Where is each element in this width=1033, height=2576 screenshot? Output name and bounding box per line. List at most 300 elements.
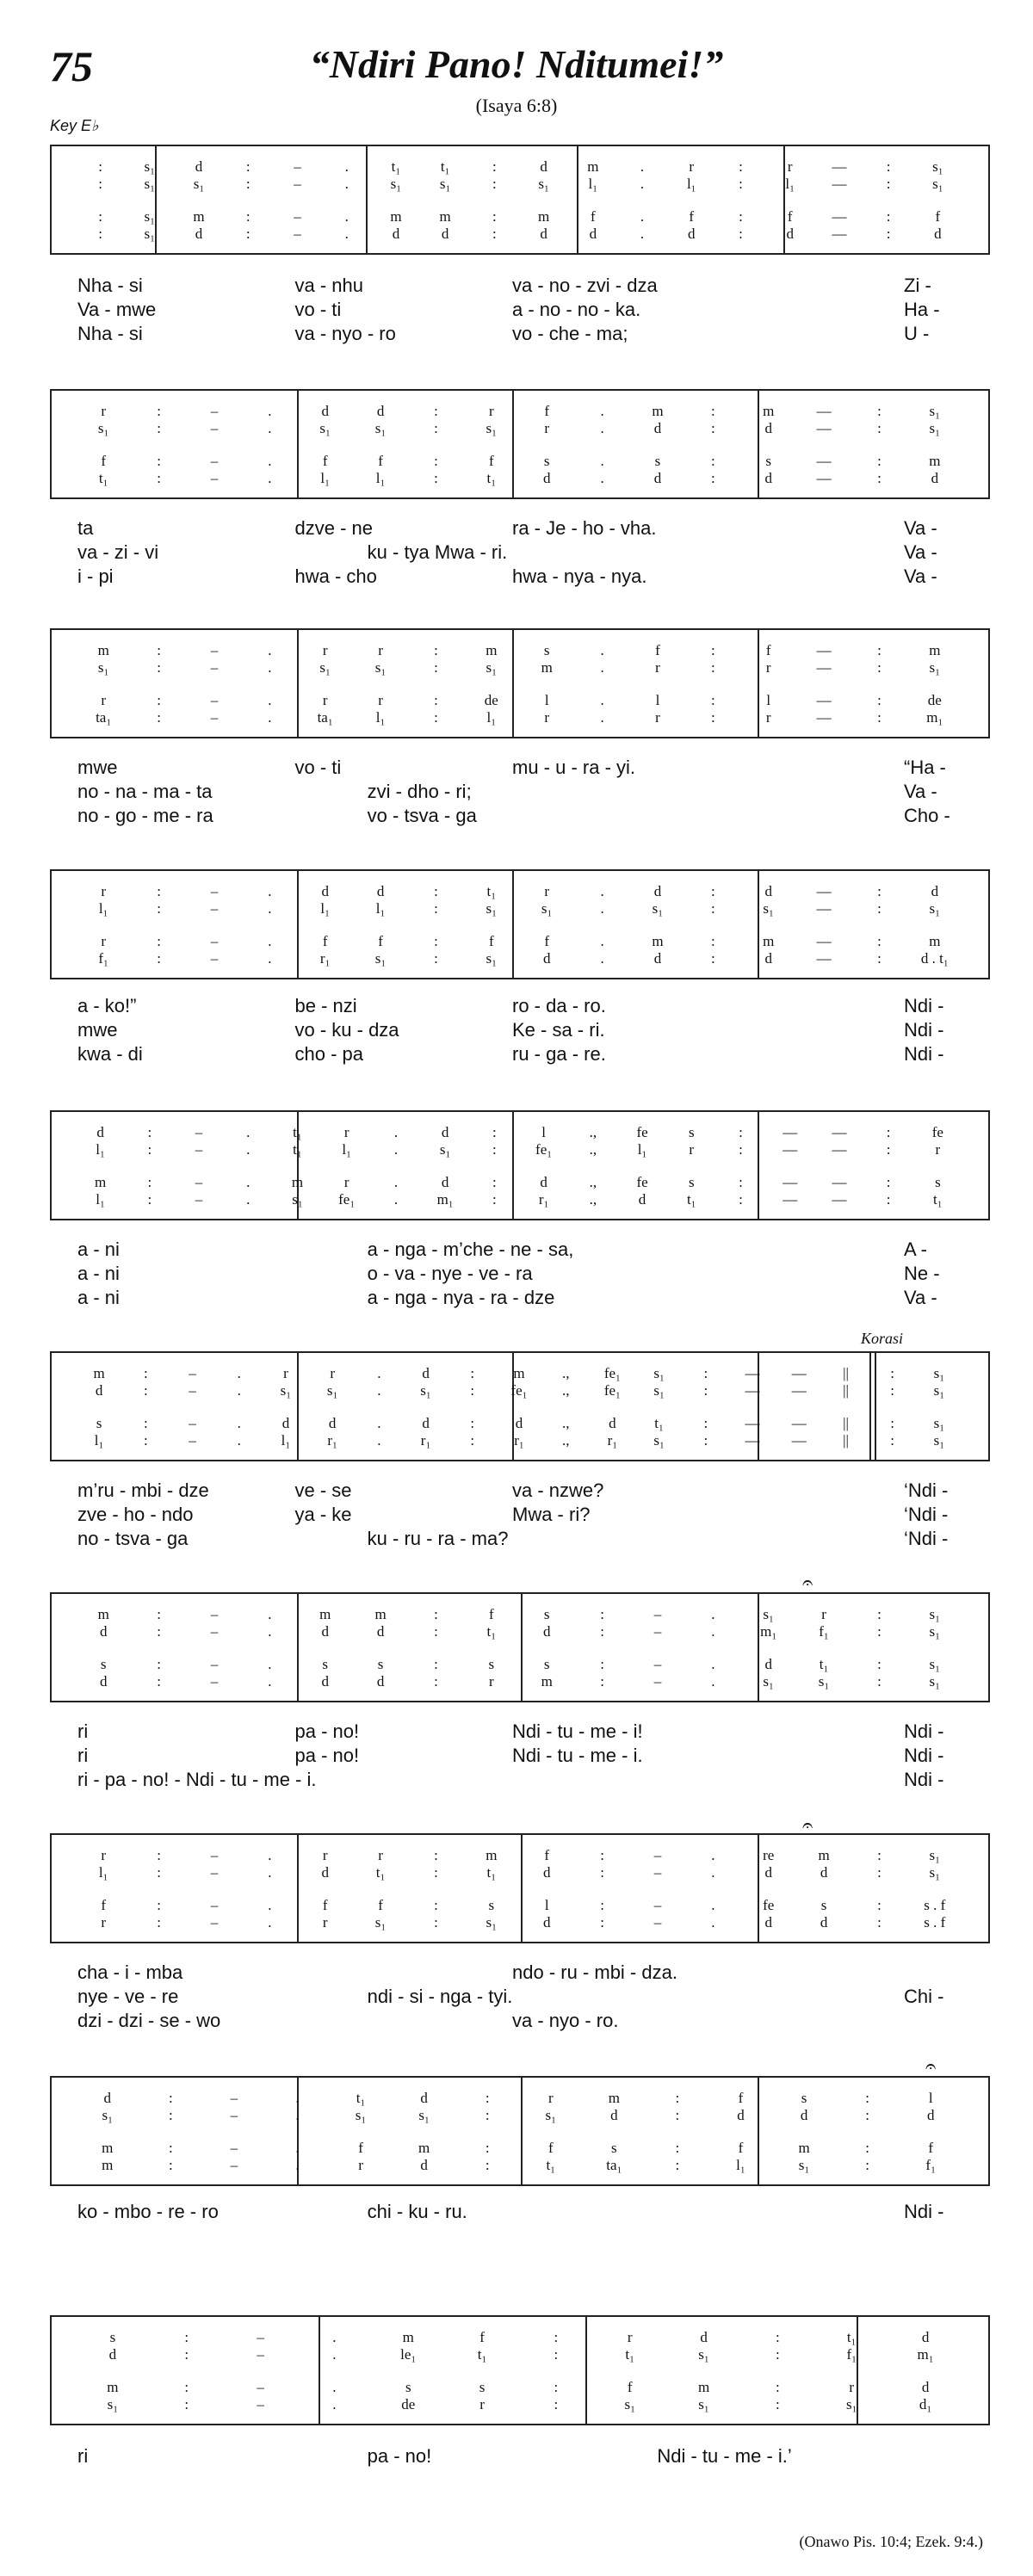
note-token: ., <box>561 1415 570 1431</box>
note-token: f <box>101 1897 107 1913</box>
note-token: d <box>542 1864 551 1881</box>
lyric-syllable: Ndi - tu - me - i. <box>512 1745 643 1766</box>
note-token: : <box>710 709 715 726</box>
note-token: — <box>816 659 832 676</box>
lyric-syllable: Ndi - <box>904 1769 944 1790</box>
note-token: d <box>764 1656 772 1672</box>
note-token: . <box>268 453 272 469</box>
note-token: . <box>237 1415 241 1431</box>
note-token: l₁ <box>375 900 386 917</box>
note-token: : <box>434 883 438 899</box>
lyric-line <box>77 2009 973 2033</box>
note-token: f <box>787 208 793 225</box>
note-token: . <box>600 883 604 899</box>
note-token: d <box>376 1623 385 1640</box>
note-token: s₁ <box>390 176 402 192</box>
notation-line <box>60 2346 980 2363</box>
note-token: s₁ <box>933 1432 945 1449</box>
note-token: : <box>168 2107 173 2123</box>
note-token: : <box>157 1623 161 1640</box>
note-token: : <box>470 1365 475 1381</box>
note-token: s₁ <box>932 158 943 175</box>
note-token: . <box>377 1415 381 1431</box>
note-token: d <box>589 225 597 242</box>
note-token: . <box>393 1124 399 1140</box>
note-token: : <box>877 659 881 676</box>
note-token: : <box>157 642 161 658</box>
note-token: : <box>675 2140 680 2156</box>
note-token: : <box>434 453 438 469</box>
lyric-syllable: ri <box>77 1745 89 1766</box>
note-token: s₁ <box>624 2396 636 2412</box>
lyric-syllable: Ndi - tu - me - i.’ <box>657 2445 792 2467</box>
note-token: : <box>739 176 743 192</box>
note-token: – <box>294 158 301 175</box>
note-token: : <box>776 2396 780 2412</box>
note-token: s₁ <box>763 900 774 917</box>
note-token: d <box>328 1415 337 1431</box>
note-token: f <box>738 2090 744 2106</box>
notation-line <box>60 1656 980 1672</box>
note-token: – <box>195 1141 203 1158</box>
note-token: l₁ <box>96 1141 105 1158</box>
note-token: f <box>378 453 383 469</box>
note-token: r <box>322 1847 328 1863</box>
note-token: – <box>653 1897 662 1913</box>
note-token: r <box>322 692 328 708</box>
note-token: : <box>485 2157 490 2173</box>
note-token: || <box>843 1415 849 1431</box>
note-token: f <box>627 2379 633 2395</box>
lyric-syllable: vo - ku - dza <box>294 1019 399 1041</box>
note-token: : <box>98 208 102 225</box>
note-token: r₁ <box>514 1432 524 1449</box>
note-token: : <box>168 2090 173 2106</box>
note-token: d . t₁ <box>920 950 949 967</box>
note-token: – <box>195 1191 203 1208</box>
note-token: d <box>609 1415 616 1431</box>
note-token: m <box>541 659 553 676</box>
note-token: f <box>101 453 107 469</box>
note-token: – <box>653 1914 662 1930</box>
note-token: – <box>210 1897 219 1913</box>
staff-system <box>50 1833 990 1943</box>
lyric-line <box>77 565 973 589</box>
fermata-icon: 𝄐 <box>925 2055 937 2077</box>
note-token: : <box>157 1606 161 1622</box>
note-token: f <box>928 2140 934 2156</box>
note-token: d <box>542 1914 551 1930</box>
lyric-syllable: Ndi - <box>904 1043 944 1065</box>
note-token: : <box>184 2346 189 2363</box>
lyric-syllable: U - <box>904 323 930 344</box>
lyric-syllable: ri <box>77 2445 89 2467</box>
note-token: . <box>711 1673 715 1690</box>
note-token: r <box>322 1914 328 1930</box>
note-token: r₁ <box>538 1191 549 1208</box>
note-token: l <box>544 1897 549 1913</box>
note-token: de <box>401 2396 416 2412</box>
note-token: r <box>101 692 107 708</box>
lyric-syllable: cha - i - mba <box>77 1961 183 1983</box>
note-token: : <box>710 933 715 949</box>
lyric-line <box>77 780 973 804</box>
note-token: m₁ <box>760 1623 777 1640</box>
lyric-line <box>77 1503 973 1527</box>
note-token: : <box>600 1847 604 1863</box>
lyric-syllable: ri - pa - no! - Ndi - tu - me - i. <box>77 1769 317 1790</box>
note-token: : <box>877 1914 881 1930</box>
note-token: s₁ <box>144 158 156 175</box>
note-token: t₁ <box>654 1415 664 1431</box>
note-token: : <box>157 1897 161 1913</box>
note-token: : <box>890 1382 895 1399</box>
note-token: d <box>103 2090 112 2106</box>
lyric-syllable: hwa - nya - nya. <box>512 565 647 587</box>
note-token: : <box>877 900 881 917</box>
note-token: : <box>675 2157 680 2173</box>
note-token: : <box>434 659 438 676</box>
note-token: : <box>776 2346 780 2363</box>
note-token: : <box>710 950 715 967</box>
note-token: – <box>210 659 219 676</box>
note-token: : <box>776 2379 780 2395</box>
note-token: s₁ <box>144 225 156 242</box>
note-token: : <box>157 692 161 708</box>
note-token: s . f <box>924 1914 946 1930</box>
note-token: . <box>332 2396 337 2412</box>
note-token: . <box>600 403 604 419</box>
lyric-syllable: Va - <box>904 781 937 802</box>
note-token: d <box>95 1382 103 1399</box>
note-token: : <box>877 470 881 486</box>
note-token: ., <box>589 1191 597 1208</box>
fermata-icon: 𝄐 <box>802 1572 813 1593</box>
note-token: — <box>782 1191 798 1208</box>
note-token: ., <box>589 1174 597 1190</box>
notation-line <box>60 470 980 486</box>
note-token: : <box>600 1897 604 1913</box>
lyric-line <box>77 1479 973 1503</box>
lyric-syllable: a - ni <box>77 1287 120 1308</box>
lyric-syllable: a - no - no - ka. <box>512 299 641 320</box>
note-token: — <box>791 1365 807 1381</box>
note-token: r <box>101 403 107 419</box>
note-token: — <box>832 1191 847 1208</box>
note-token: l₁ <box>94 1432 104 1449</box>
note-token: : <box>886 176 891 192</box>
note-token: : <box>554 2396 559 2412</box>
lyric-syllable: pa - no! <box>367 2445 432 2467</box>
note-token: l₁ <box>637 1141 647 1158</box>
note-token: : <box>675 2090 680 2106</box>
note-token: : <box>157 900 161 917</box>
note-token: r <box>479 2396 485 2412</box>
note-token: . <box>711 1897 715 1913</box>
staff-system <box>50 869 990 979</box>
lyric-line <box>77 1286 973 1310</box>
note-token: d <box>786 225 794 242</box>
lyric-line <box>77 1042 973 1066</box>
note-token: s <box>96 1415 102 1431</box>
notation-line <box>60 1914 980 1930</box>
note-token: ., <box>561 1365 570 1381</box>
note-token: . <box>268 1656 272 1672</box>
note-token: : <box>739 158 743 175</box>
note-token: s₁ <box>374 659 387 676</box>
note-token: m <box>763 403 775 419</box>
note-token: d <box>921 2329 930 2345</box>
note-token: : <box>710 470 715 486</box>
note-token: l₁ <box>320 470 331 486</box>
note-token: d <box>420 2157 428 2173</box>
note-token: f <box>544 1847 550 1863</box>
note-token: ., <box>561 1432 570 1449</box>
note-token: r <box>488 1673 494 1690</box>
note-token: : <box>739 1141 743 1158</box>
note-token: d <box>441 1124 449 1140</box>
note-token: f <box>378 933 383 949</box>
note-token: : <box>434 950 438 967</box>
note-token: – <box>210 403 219 419</box>
note-token: : <box>600 1914 604 1930</box>
notation-line <box>60 2157 980 2173</box>
note-token: l₁ <box>320 900 331 917</box>
lyric-syllable: Ndi - <box>904 995 944 1016</box>
note-token: r <box>358 2157 363 2173</box>
note-token: . <box>393 1141 399 1158</box>
note-token: f <box>544 933 550 949</box>
staff-system <box>50 389 990 499</box>
note-token: . <box>640 208 645 225</box>
note-token: : <box>877 933 881 949</box>
note-token: fe <box>931 1124 943 1140</box>
note-token: — <box>745 1365 760 1381</box>
note-token: f <box>479 2329 485 2345</box>
lyric-syllable: Nha - si <box>77 275 143 296</box>
lyric-syllable: ‘Ndi - <box>904 1528 949 1549</box>
note-token: s₁ <box>439 1141 451 1158</box>
note-token: s <box>405 2379 411 2395</box>
note-token: . <box>237 1365 241 1381</box>
note-token: : <box>865 2107 870 2123</box>
note-token: : <box>710 692 715 708</box>
note-token: t₁ <box>486 883 497 899</box>
note-token: m <box>97 1606 109 1622</box>
note-token: : <box>877 403 881 419</box>
note-token: r <box>547 2090 554 2106</box>
note-token: f <box>488 453 494 469</box>
note-token: – <box>210 692 219 708</box>
note-token: s₁ <box>420 1382 431 1399</box>
note-token: : <box>434 900 438 917</box>
note-token: . <box>246 1141 251 1158</box>
note-token: : <box>877 692 881 708</box>
note-token: . <box>295 2107 300 2123</box>
scripture-reference: (Isaya 6:8) <box>475 95 558 116</box>
note-token: r₁ <box>319 950 331 967</box>
lyrics-block <box>77 1961 973 2033</box>
note-token: . <box>600 420 604 436</box>
note-token: t₁ <box>98 470 108 486</box>
note-token: — <box>745 1382 760 1399</box>
note-token: s₁ <box>319 659 331 676</box>
note-token: m <box>93 1365 105 1381</box>
note-token: . <box>377 1432 381 1449</box>
note-token: s <box>377 1656 384 1672</box>
note-token: s₁ <box>545 2107 557 2123</box>
note-token: – <box>230 2090 238 2106</box>
lyric-syllable: m’ru - mbi - dze <box>77 1480 209 1501</box>
note-token: d <box>99 1623 108 1640</box>
note-token: d <box>96 1124 104 1140</box>
notation-line <box>60 1365 980 1381</box>
note-token: : <box>434 1847 438 1863</box>
note-token: t₁ <box>293 1124 302 1140</box>
note-token: : <box>739 208 743 225</box>
note-token: s <box>100 1656 107 1672</box>
note-token: : <box>554 2329 559 2345</box>
note-token: : <box>492 1174 497 1190</box>
note-token: s₁ <box>845 2396 857 2412</box>
note-token: – <box>210 883 219 899</box>
lyrics-block <box>77 1720 973 1792</box>
note-token: — <box>782 1124 798 1140</box>
note-token: : <box>157 420 161 436</box>
note-token: f <box>738 2140 744 2156</box>
note-token: – <box>210 933 219 949</box>
note-token: . <box>600 692 604 708</box>
note-token: d <box>542 470 551 486</box>
lyric-line <box>77 1768 973 1792</box>
note-token: . <box>268 1606 272 1622</box>
note-token: : <box>877 453 881 469</box>
note-token: ta₁ <box>96 709 112 726</box>
note-token: s₁ <box>541 900 553 917</box>
lyric-syllable: Ndi - <box>904 1019 944 1041</box>
note-token: r <box>322 642 328 658</box>
lyric-syllable: mwe <box>77 757 118 778</box>
note-token: – <box>210 709 219 726</box>
note-token: : <box>434 1864 438 1881</box>
lyric-syllable: no - tsva - ga <box>77 1528 189 1549</box>
lyric-line <box>77 1961 973 1985</box>
notation-line <box>60 2329 980 2345</box>
note-token: s₁ <box>486 950 498 967</box>
note-token: . <box>295 2157 300 2173</box>
note-token: d <box>195 158 203 175</box>
note-token: s₁ <box>486 420 498 436</box>
note-token: – <box>257 2329 264 2345</box>
note-token: : <box>492 158 497 175</box>
note-token: – <box>189 1382 196 1399</box>
lyric-line <box>77 516 973 541</box>
note-token: : <box>434 420 438 436</box>
lyric-syllable: a - ni <box>77 1239 120 1260</box>
note-token: : <box>710 403 715 419</box>
note-token: : <box>434 933 438 949</box>
note-token: l₁ <box>98 900 108 917</box>
notation-line <box>60 2140 980 2156</box>
note-token: . <box>332 2329 337 2345</box>
note-token: – <box>294 225 301 242</box>
notation-line <box>60 709 980 726</box>
note-token: s₁ <box>97 659 109 676</box>
lyric-line <box>77 1527 973 1551</box>
lyric-syllable: i - pi <box>77 565 114 587</box>
note-token: d <box>737 2107 745 2123</box>
lyrics-block <box>77 2444 973 2468</box>
note-token: s₁ <box>280 1382 292 1399</box>
note-token: d <box>764 1864 772 1881</box>
note-token: r₁ <box>420 1432 431 1449</box>
note-token: l <box>655 692 660 708</box>
lyric-syllable: va - no - zvi - dza <box>512 275 658 296</box>
note-token: — <box>791 1382 807 1399</box>
note-token: m <box>97 642 109 658</box>
lyric-syllable: Ndi - <box>904 2201 944 2222</box>
note-token: d <box>921 2379 930 2395</box>
note-token: s <box>688 1174 695 1190</box>
note-token: l₁ <box>281 1432 291 1449</box>
note-token: : <box>710 453 715 469</box>
note-token: s₁ <box>929 420 941 436</box>
note-token: d <box>420 2090 428 2106</box>
fermata-icon: 𝄐 <box>802 1814 813 1836</box>
lyric-line <box>77 298 973 322</box>
note-token: : <box>184 2329 189 2345</box>
lyric-syllable: a - nga - m’che - ne - sa, <box>367 1239 574 1260</box>
note-token: . <box>237 1432 241 1449</box>
hymn-number: 75 <box>50 42 93 90</box>
note-token: l₁ <box>342 1141 352 1158</box>
notation-line <box>60 2090 980 2106</box>
note-token: : <box>434 642 438 658</box>
note-token: : <box>877 1606 881 1622</box>
note-token: . <box>268 1673 272 1690</box>
note-token: fe₁ <box>535 1141 553 1158</box>
note-token: r <box>544 420 550 436</box>
note-token: : <box>865 2090 870 2106</box>
lyric-line <box>77 804 973 828</box>
note-token: : <box>886 1124 891 1140</box>
note-token: d <box>321 1623 329 1640</box>
note-token: l <box>544 692 549 708</box>
note-token: m <box>102 2157 114 2173</box>
note-token: m <box>374 1606 387 1622</box>
lyric-syllable: ‘Ndi - <box>904 1480 949 1501</box>
lyric-syllable: ya - ke <box>294 1504 352 1525</box>
note-token: ., <box>589 1141 597 1158</box>
note-token: : <box>245 208 251 225</box>
note-token: : <box>710 883 715 899</box>
note-token: d <box>392 225 400 242</box>
notation-line <box>60 453 980 469</box>
note-token: . <box>377 1382 381 1399</box>
note-token: f₁ <box>819 1623 829 1640</box>
note-token: — <box>832 1141 847 1158</box>
note-token: s₁ <box>933 1365 945 1381</box>
note-token: — <box>816 470 832 486</box>
note-token: r <box>101 883 107 899</box>
note-token: — <box>816 692 832 708</box>
lyric-syllable: va - nyo - ro <box>294 323 396 344</box>
note-token: : <box>157 1656 161 1672</box>
note-token: le₁ <box>400 2346 417 2363</box>
note-token: : <box>877 1897 881 1913</box>
note-token: d <box>764 883 772 899</box>
note-token: s <box>543 453 550 469</box>
